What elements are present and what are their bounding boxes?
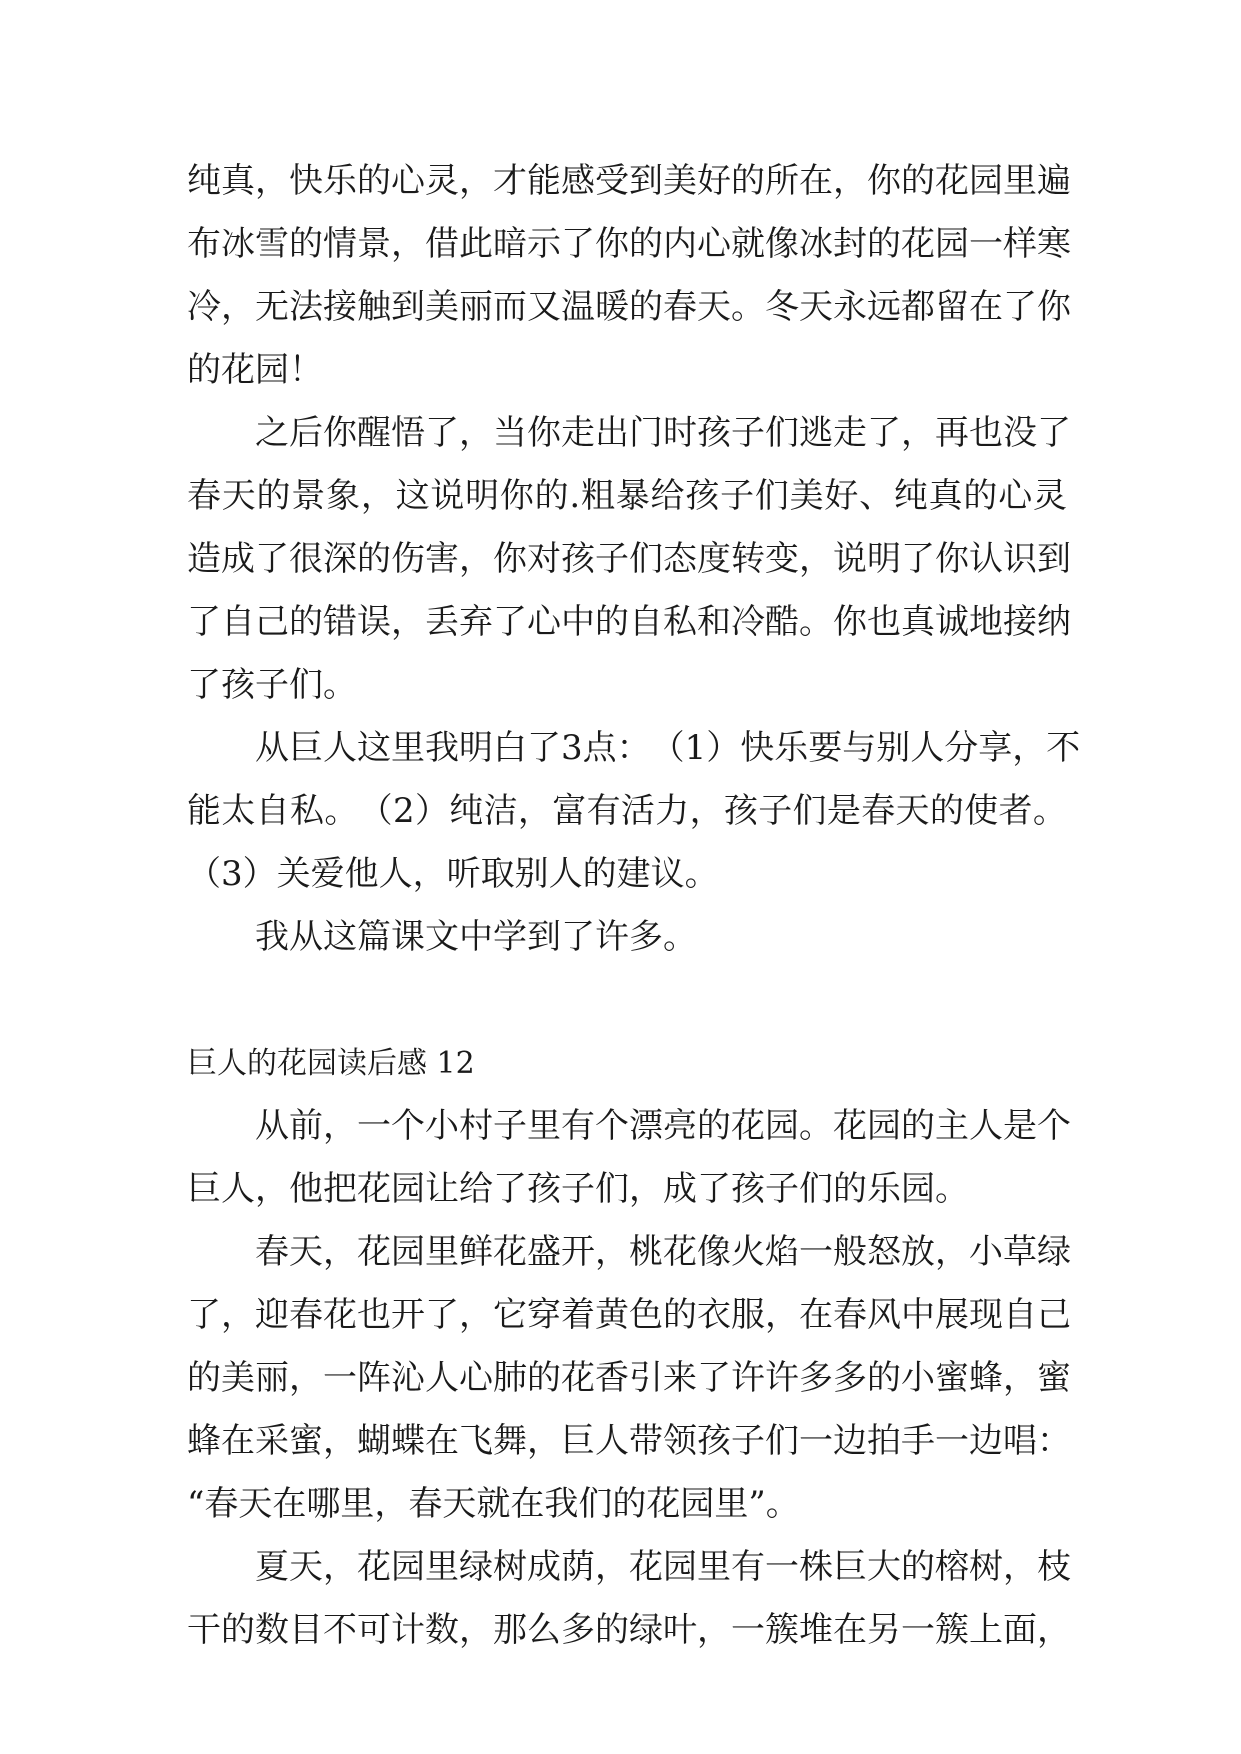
text-line: 春 天 的 景 象 ， 这 说 明 你 的 . 粗 暴 给 孩 子 们 美 好 、 纯 真 的 心 灵 — [187, 476, 1067, 516]
text-line: 纯 真 ， 快 乐 的 心 灵 ， 才 能 感 受 到 美 好 的 所 在 ， 你 的 花 园 里 遍 — [187, 161, 1071, 201]
section-title: 巨人的花园读后感 12 — [187, 1046, 475, 1081]
text-line: 春 天 ， 花 园 里 鲜 花 盛 开 ， 桃 花 像 火 焰 一 般 怒 放 ， 小 草 绿 — [255, 1232, 1071, 1272]
blank-line — [187, 969, 1067, 1032]
text-line: 之 后 你 醒 悟 了 ， 当 你 走 出 门 时 孩 子 们 逃 走 了 ， 再 也 没 了 — [255, 413, 1071, 453]
text-line: （3）关爱他人，听取别人的建议。 — [187, 854, 719, 894]
text-line: 造 成 了 很 深 的 伤 害 ， 你 对 孩 子 们 态 度 转 变 ， 说 明 了 你 认 识 到 — [187, 539, 1071, 579]
text-line: 布 冰 雪 的 情 景 ， 借 此 暗 示 了 你 的 内 心 就 像 冰 封 的 花 园 一 样 寒 — [187, 224, 1071, 264]
text-line: “春天在哪里，春天就在我们的花园里”。 — [187, 1484, 800, 1524]
text-line: 的花园！ — [187, 350, 323, 390]
text-line: 的 美 丽 ， 一 阵 沁 人 心 肺 的 花 香 引 来 了 许 许 多 多 的 小 蜜 蜂 ， 蜜 — [187, 1358, 1071, 1398]
text-line: 夏 天 ， 花 园 里 绿 树 成 荫 ， 花 园 里 有 一 株 巨 大 的 榕 树 ， 枝 — [255, 1547, 1071, 1587]
document-page — [187, 150, 1081, 1662]
text-line: 干 的 数 目 不 可 计 数 ， 那 么 多 的 绿 叶 ， 一 簇 堆 在 另 一 簇 上 面 ， — [187, 1610, 1071, 1650]
text-line: 冷 ， 无 法 接 触 到 美 丽 而 又 温 暖 的 春 天 。 冬 天 永 远 都 留 在 了 你 — [187, 287, 1071, 327]
text-line: 从 前 ， 一 个 小 村 子 里 有 个 漂 亮 的 花 园 。 花 园 的 主 人 是 个 — [255, 1106, 1071, 1146]
text-line: 能 太 自 私 。 （ 2 ） 纯 洁 ， 富 有 活 力 ， 孩 子 们 是 春 天 的 使 者 。 — [187, 791, 1067, 831]
text-line: 我从这篇课文中学到了许多。 — [255, 917, 697, 957]
text-line: 了 自 己 的 错 误 ， 丢 弃 了 心 中 的 自 私 和 冷 酷 。 你 也 真 诚 地 接 纳 — [187, 602, 1071, 642]
text-line: 了 ， 迎 春 花 也 开 了 ， 它 穿 着 黄 色 的 衣 服 ， 在 春 风 中 展 现 自 己 — [187, 1295, 1071, 1335]
text-line: 蜂 在 采 蜜 ， 蝴 蝶 在 飞 舞 ， 巨 人 带 领 孩 子 们 一 边 拍 手 一 边 唱 ： — [187, 1421, 1071, 1461]
text-line: 从 巨 人 这 里 我 明 白 了 3 点 ： （ 1 ） 快 乐 要 与 别 人 分 享 ， 不 — [255, 728, 1081, 768]
text-line: 了孩子们。 — [187, 665, 357, 705]
text-line: 巨人，他把花园让给了孩子们，成了孩子们的乐园。 — [187, 1169, 969, 1209]
